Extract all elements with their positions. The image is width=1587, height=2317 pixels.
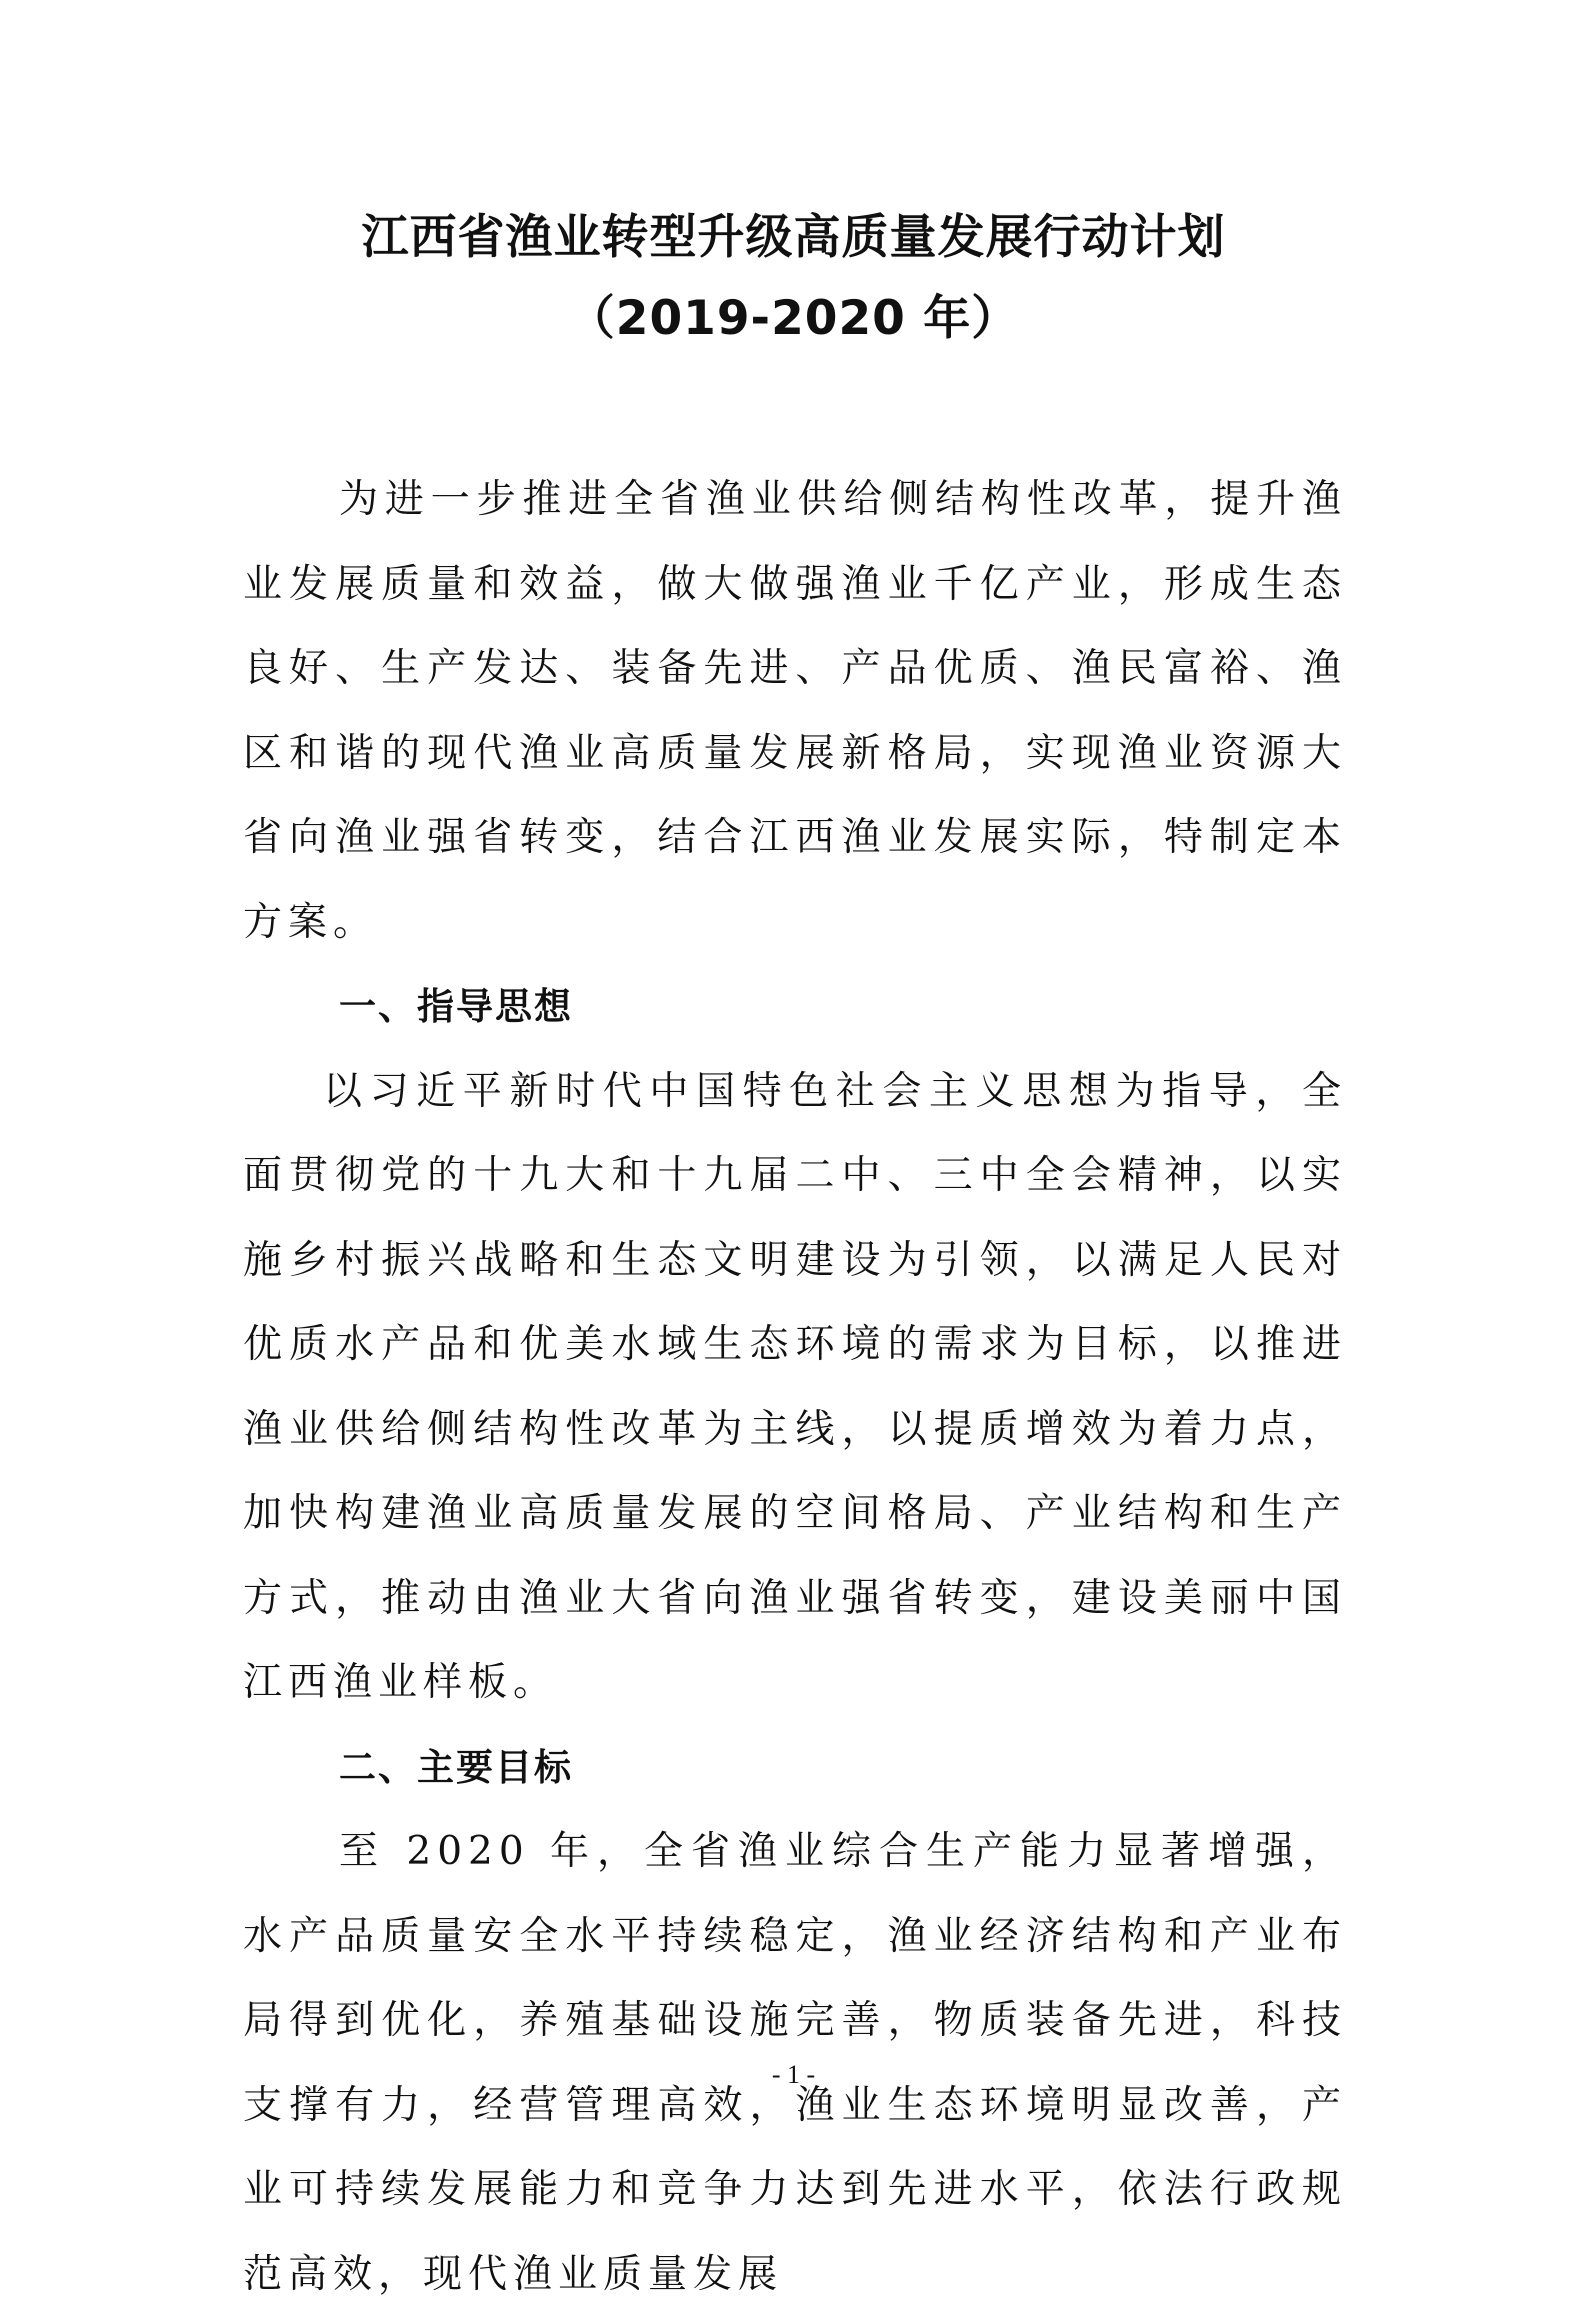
intro-paragraph: 为进一步推进全省渔业供给侧结构性改革，提升渔业发展质量和效益，做大做强渔业千亿产业，形成生态良好、生产发达、装备先进、产品优质、渔民富裕、渔区和谐的现代渔业高质量发展新格局，实现渔业资源大省向渔业强省转变，结合江西渔业发展实际，特制定本方案。 xyxy=(243,477,1347,945)
section-body-guiding-thought: 以习近平新时代中国特色社会主义思想为指导，全面贯彻党的十九大和十九届二中、三中全会精神，以实施乡村振兴战略和生态文明建设为引领，以满足人民对优质水产品和优美水域生态环境的需求为目标，以推进渔业供给侧结构性改革为主线，以提质增效为着力点，加快构建渔业高质量发展的空间格局、产业结构和生产方式，推动由渔业大省向渔业强省转变，建设美丽中国江西渔业样板。 xyxy=(243,1068,1347,1705)
page-number: - 1 - xyxy=(771,2060,816,2089)
document-title: 江西省渔业转型升级高质量发展行动计划 xyxy=(361,210,1226,265)
section-heading-guiding-thought: 一、指导思想 xyxy=(339,985,573,1028)
section-heading-main-goals: 二、主要目标 xyxy=(339,1745,573,1789)
document-subtitle-years: （2019-2020 年） xyxy=(567,291,1020,346)
document-body xyxy=(243,458,1347,2317)
section-body-main-goals: 至 2020 年，全省渔业综合生产能力显著增强，水产品质量安全水平持续稳定，渔业经济结构和产业布局得到优化，养殖基础设施完善，物质装备先进，科技支撑有力，经营管理高效，渔业生态环境明显改善，产业可持续发展能力和竞争力达到先进水平，依法行政规范高效，现代渔业质量发展 xyxy=(243,1829,1347,2297)
